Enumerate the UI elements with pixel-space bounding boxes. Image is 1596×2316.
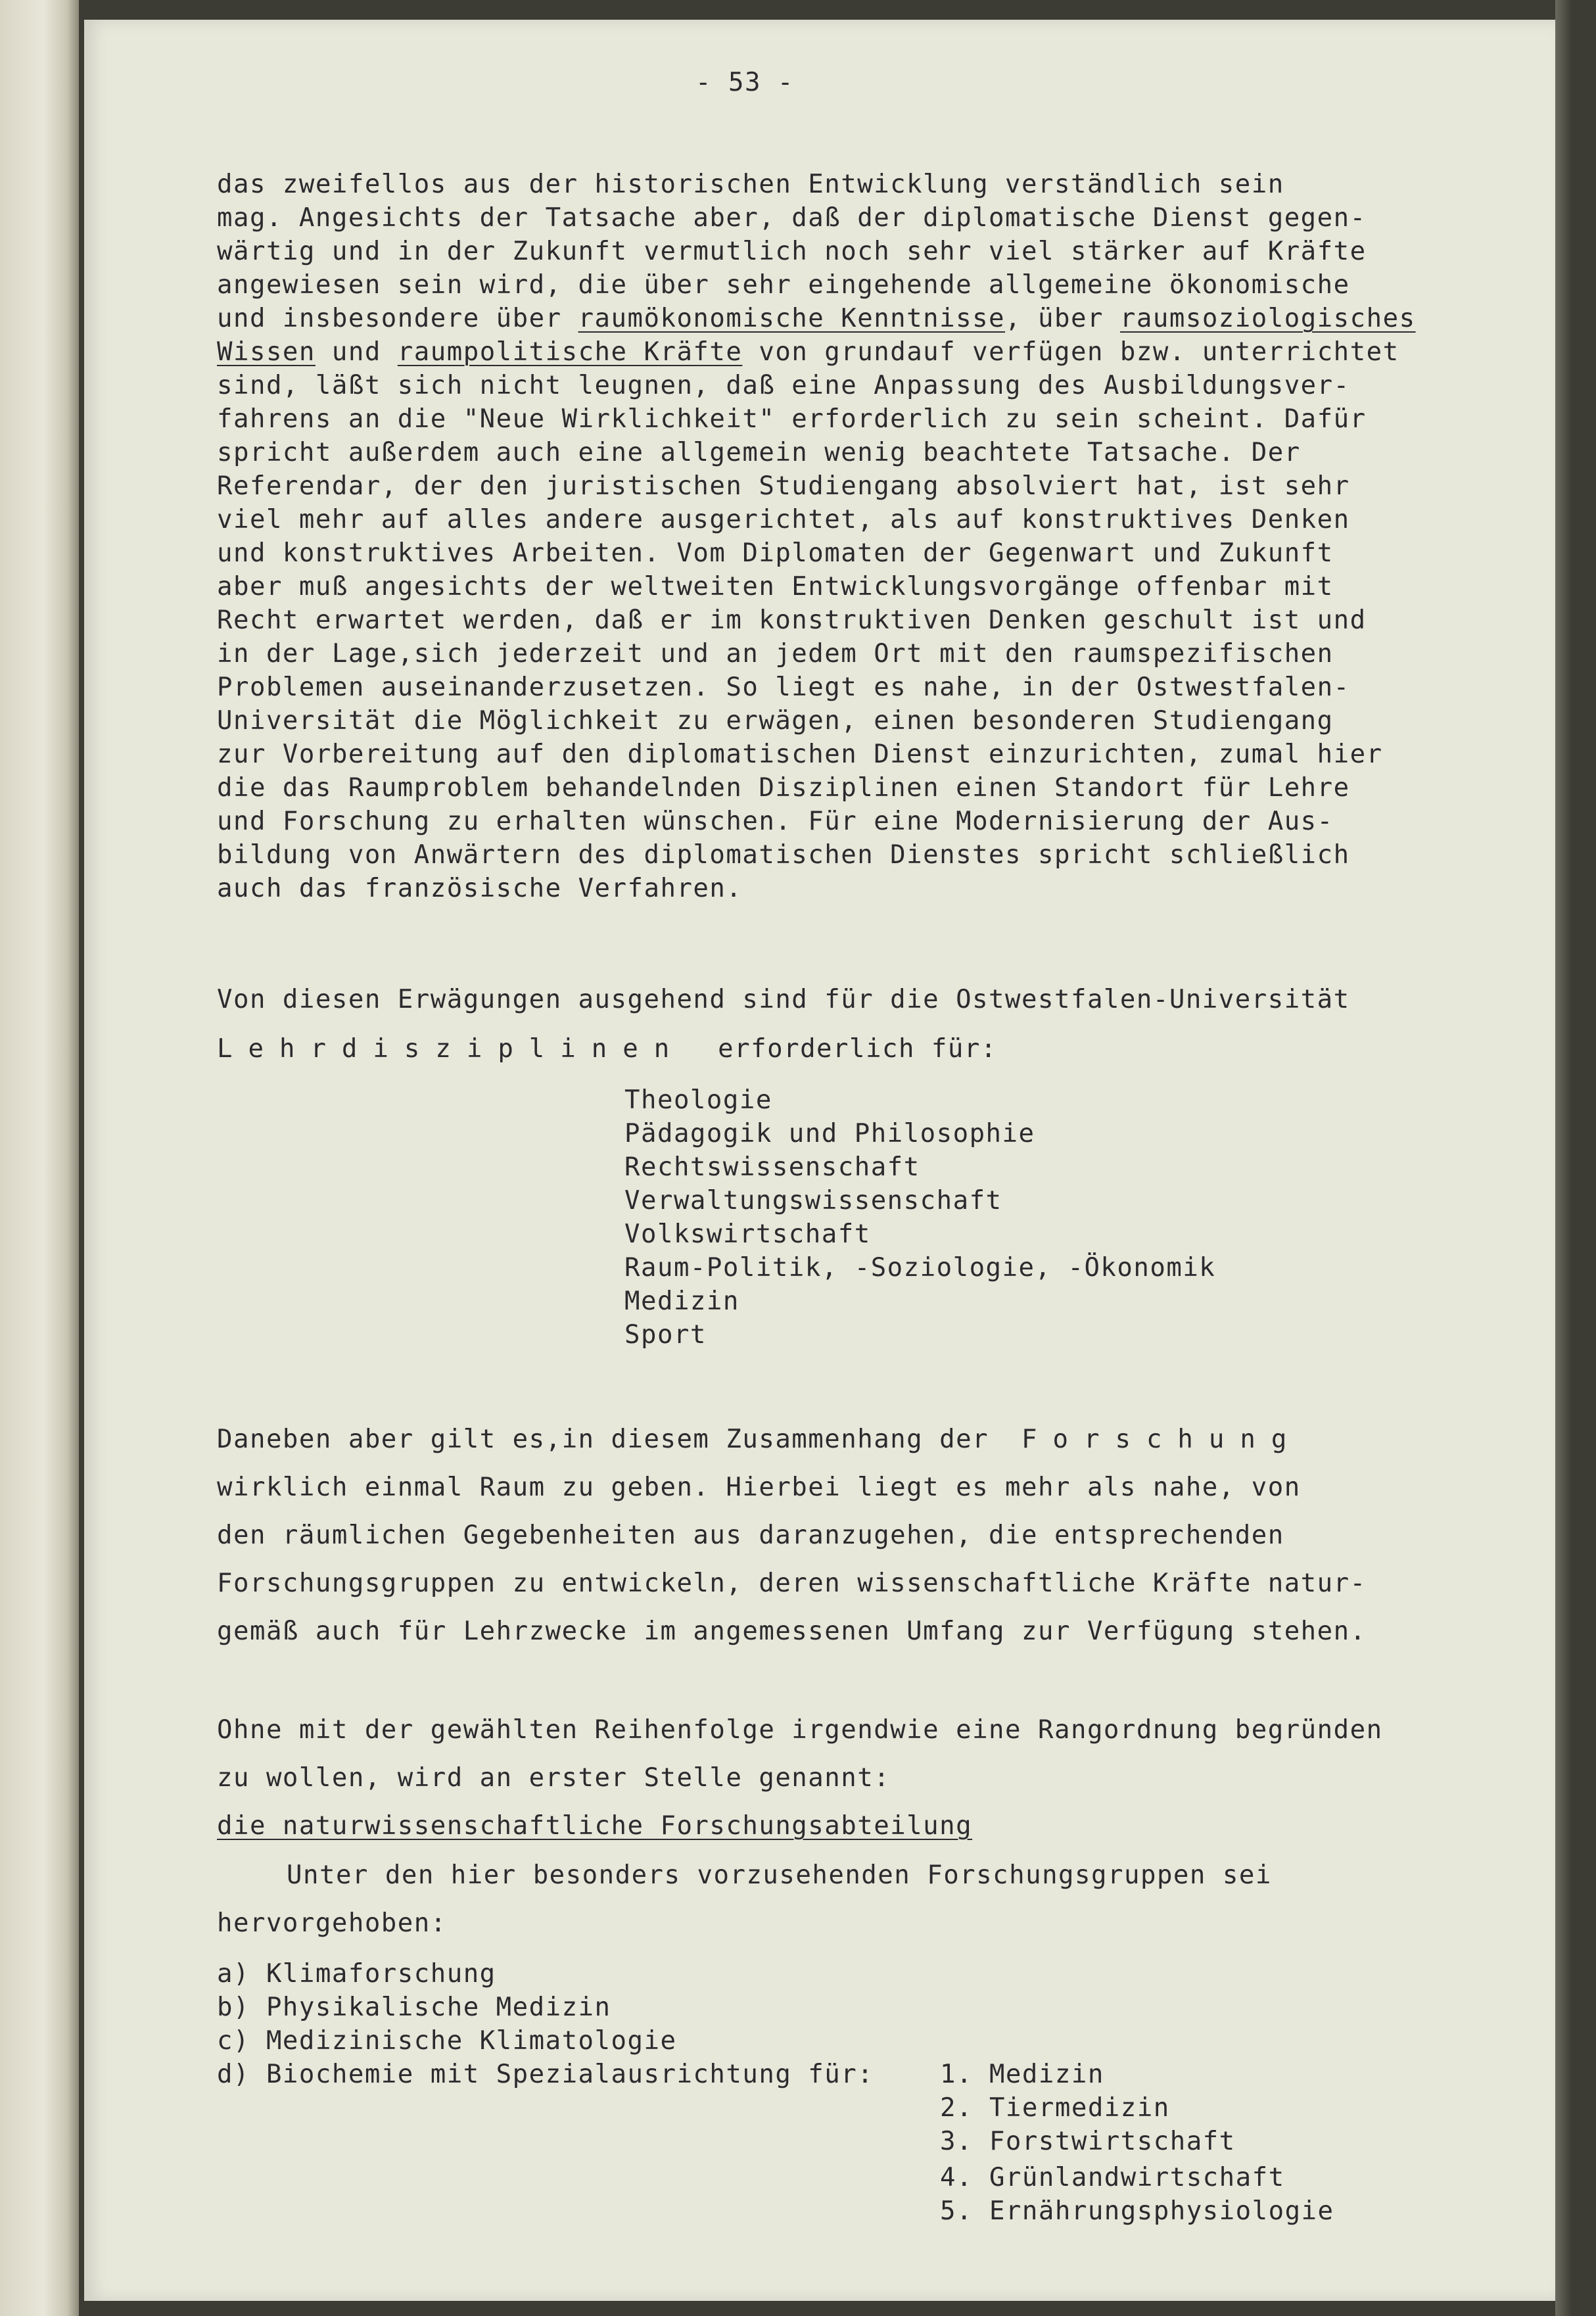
paragraph-line: sind, läßt sich nicht leugnen, daß eine Anpassung des Ausbildungsver- xyxy=(217,371,1350,400)
text-segment: und insbesondere über xyxy=(217,304,578,333)
paragraph-line: das zweifellos aus der historischen Entwicklung verständlich sein xyxy=(217,170,1284,199)
paragraph-line: Forschungsgruppen zu entwickeln, deren wissenschaftliche Kräfte natur- xyxy=(217,1569,1367,1598)
list-item: a) Klimaforschung xyxy=(217,1959,496,1989)
list-item: Medizin xyxy=(624,1287,739,1316)
paragraph-line: Universität die Möglichkeit zu erwägen, einen besonderen Studiengang xyxy=(217,706,1334,736)
paragraph-line: zur Vorbereitung auf den diplomatischen Dienst einzurichten, zumal hier xyxy=(217,740,1383,769)
text-segment: und xyxy=(315,337,398,367)
underlined-term: raumökonomische Kenntnisse xyxy=(578,304,1006,333)
page-number: - 53 - xyxy=(695,68,794,97)
list-item: Verwaltungswissenschaft xyxy=(624,1186,1002,1216)
document-page xyxy=(84,20,1555,2301)
paragraph-line: in der Lage,sich jederzeit und an jedem Ort mit den raumspezifischen xyxy=(217,639,1334,669)
list-item: d) Biochemie mit Spezialausrichtung für: xyxy=(217,2060,874,2089)
list-item: 1. Medizin xyxy=(940,2060,1104,2089)
paragraph-line: Problemen auseinanderzusetzen. So liegt es nahe, in der Ostwestfalen- xyxy=(217,673,1350,702)
text-segment: Daneben aber gilt es,in diesem Zusammenhang der xyxy=(217,1425,989,1454)
paragraph-line: mag. Angesichts der Tatsache aber, daß der diplomatische Dienst gegen- xyxy=(217,203,1367,233)
text-segment xyxy=(685,1034,718,1064)
list-item: c) Medizinische Klimatologie xyxy=(217,2026,677,2056)
list-item: Theologie xyxy=(624,1085,772,1115)
paragraph-line: den räumlichen Gegebenheiten aus daranzugehen, die entsprechenden xyxy=(217,1521,1284,1550)
section-heading: die naturwissenschaftliche Forschungsabteilung xyxy=(217,1811,973,1841)
binder-edge xyxy=(0,0,79,2316)
paragraph-line xyxy=(217,335,1399,369)
paragraph-line: wirklich einmal Raum zu geben. Hierbei liegt es mehr als nahe, von xyxy=(217,1473,1301,1502)
underlined-term: raumpolitische Kräfte xyxy=(397,337,743,367)
paragraph-line: Ohne mit der gewählten Reihenfolge irgendwie eine Rangordnung begründen xyxy=(217,1715,1383,1745)
paragraph-line: und konstruktives Arbeiten. Vom Diplomaten der Gegenwart und Zukunft xyxy=(217,538,1334,568)
intro-line xyxy=(217,1032,997,1066)
text-segment: , über xyxy=(1005,304,1120,333)
paragraph-line xyxy=(217,1423,1302,1456)
paragraph-line: die das Raumproblem behandelnden Disziplinen einen Standort für Lehre xyxy=(217,773,1350,803)
paragraph-line: Referendar, der den juristischen Studiengang absolviert hat, ist sehr xyxy=(217,471,1350,501)
paragraph-line: spricht außerdem auch eine allgemein wenig beachtete Tatsache. Der xyxy=(217,438,1301,467)
paragraph-line: hervorgehoben: xyxy=(217,1908,447,1938)
underlined-term: Wissen xyxy=(217,337,316,367)
list-item: 5. Ernährungsphysiologie xyxy=(940,2196,1334,2226)
spaced-word: Forschung xyxy=(1021,1425,1303,1454)
paragraph-line: Recht erwartet werden, daß er im konstruktiven Denken geschult ist und xyxy=(217,605,1367,635)
paragraph-line: zu wollen, wird an erster Stelle genannt: xyxy=(217,1763,891,1793)
intro-line: Von diesen Erwägungen ausgehend sind für die Ostwestfalen-Universität xyxy=(217,985,1350,1014)
list-item: 4. Grünlandwirtschaft xyxy=(940,2163,1285,2192)
paragraph-line: viel mehr auf alles andere ausgerichtet, als auf konstruktives Denken xyxy=(217,505,1350,534)
list-item: 2. Tiermedizin xyxy=(940,2093,1170,2123)
list-item: Raum-Politik, -Soziologie, -Ökonomik xyxy=(624,1253,1216,1283)
text-segment: erforderlich für: xyxy=(718,1034,997,1064)
paragraph-line: wärtig und in der Zukunft vermutlich noch sehr viel stärker auf Kräfte xyxy=(217,237,1367,266)
paragraph-line: angewiesen sein wird, die über sehr eingehende allgemeine ökonomische xyxy=(217,270,1350,300)
paragraph-line: aber muß angesichts der weltweiten Entwicklungsvorgänge offenbar mit xyxy=(217,572,1334,602)
list-item: b) Physikalische Medizin xyxy=(217,1993,611,2022)
text-segment xyxy=(989,1425,1021,1454)
paragraph-line: Unter den hier besonders vorzusehenden Forschungsgruppen sei xyxy=(287,1860,1272,1890)
list-item: Rechtswissenschaft xyxy=(624,1152,920,1182)
list-item: Sport xyxy=(624,1320,707,1350)
paragraph-line: bildung von Anwärtern des diplomatischen Dienstes spricht schließlich xyxy=(217,840,1350,870)
paragraph-line: gemäß auch für Lehrzwecke im angemessenen Umfang zur Verfügung stehen. xyxy=(217,1617,1367,1646)
paragraph-line: und Forschung zu erhalten wünschen. Für eine Modernisierung der Aus- xyxy=(217,807,1334,836)
paragraph-line: auch das französische Verfahren. xyxy=(217,874,743,903)
underlined-term: raumsoziologisches xyxy=(1119,304,1416,333)
scan-background-edge xyxy=(1555,0,1596,2316)
list-item: 3. Forstwirtschaft xyxy=(940,2127,1236,2156)
paragraph-line: fahrens an die "Neue Wirklichkeit" erforderlich zu sein scheint. Dafür xyxy=(217,404,1367,434)
list-item: Pädagogik und Philosophie xyxy=(624,1119,1035,1148)
list-item: Volkswirtschaft xyxy=(624,1219,871,1249)
text-segment: von grundauf verfügen bzw. unterrichtet xyxy=(742,337,1399,367)
paragraph-line xyxy=(217,302,1416,335)
spaced-word: Lehrdisziplinen xyxy=(217,1034,686,1064)
